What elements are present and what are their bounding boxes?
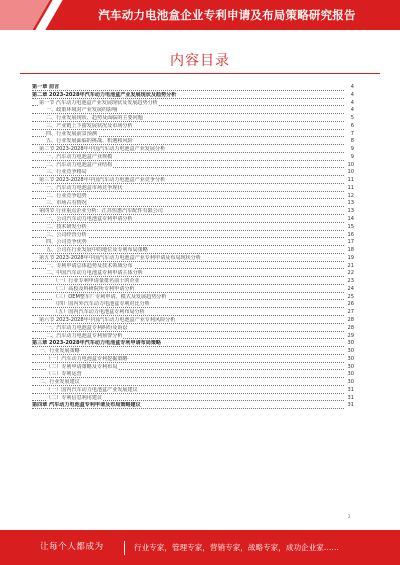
footer-slogan-right: 行业专家，管理专家，营销专家，战略专家，成功企业家…… (134, 543, 340, 552)
toc-entry[interactable] (32, 224, 354, 232)
toc-entry-title: 一、汽车动力电池盒产业规模 (46, 153, 113, 160)
toc-entry[interactable] (32, 348, 354, 356)
toc-entry-page: 11 (347, 184, 354, 191)
toc-entry-page: 13 (347, 208, 354, 215)
toc-entry-page: 8 (350, 138, 354, 145)
toc-entry-title: （二）专利申请策略及专利布局 (46, 363, 118, 370)
toc-entry-page: 4 (350, 99, 354, 106)
toc-entry-title: 第五节 2023-2028年中国汽车动力电池盒产业专利申请及布局现状分析 (39, 254, 201, 261)
toc-entry-page: 17 (347, 239, 354, 246)
toc-entry-page: 25 (347, 293, 354, 300)
toc-entry-title: 四、公司竞争优势 (46, 239, 87, 246)
toc-entry-title: （一）行业专利申请量排名前十的企业 (53, 278, 140, 285)
toc-entry[interactable] (32, 100, 354, 108)
toc-entry-title: 第六节 2023-2028年中国汽车动力电池盒产业专利风险分析 (39, 316, 176, 323)
toc-entry[interactable] (32, 301, 354, 309)
toc-entry-page: 13 (347, 200, 354, 207)
toc-entry[interactable] (32, 138, 354, 146)
toc-entry-page: 15 (347, 223, 354, 230)
toc-entry[interactable] (32, 387, 354, 395)
toc-entry-page: 6 (350, 122, 354, 129)
toc-entry-title: （三）OEM整车厂专利申请、模式及发展趋势分析 (53, 293, 167, 300)
toc-entry-title: 第四节 行业重点企业分析：江苏恒惠汽车配件有限公司 (39, 208, 163, 215)
toc-entry-page: 26 (347, 301, 354, 308)
toc-entry-title: 第二节 2023-2028年中国汽车动力电池盒产业发展分析 (39, 146, 166, 153)
toc-entry[interactable] (32, 193, 354, 201)
toc-entry-page: 4 (350, 107, 354, 114)
toc-entry[interactable] (32, 232, 354, 240)
toc-entry[interactable] (32, 239, 354, 247)
toc-entry[interactable] (32, 247, 354, 255)
toc-entry-page: 29 (347, 332, 354, 339)
toc-entry-page: 31 (347, 394, 354, 401)
header-banner (0, 0, 400, 30)
toc-entry[interactable] (32, 340, 354, 348)
toc-entry[interactable] (32, 395, 354, 403)
toc-entry-title: 第三节 2023-2028年中国汽车动力电池盒产业竞争分析 (39, 177, 166, 184)
toc-entry[interactable] (32, 255, 354, 263)
toc-entry-title: 第三章 2023-2028年汽车动力电池盒专利申请布局策略 (32, 340, 162, 347)
toc-title: 内容目录 (170, 53, 230, 69)
toc-entry-title: 一、汽车动力电池盒专利纠纷及诉讼 (46, 324, 128, 331)
toc-entry-page: 28 (347, 324, 354, 331)
toc-entry-title: 三、产业链上下游发展状况及市场分析 (46, 122, 133, 129)
toc-entry-page: 4 (350, 91, 354, 98)
toc-entry[interactable] (32, 371, 354, 379)
toc-entry[interactable] (32, 169, 354, 177)
toc-entry-title: （一）国内汽车动力电池盒产业发展建议 (46, 386, 138, 393)
toc-entry-page: 30 (347, 363, 354, 370)
toc-entry-page: 11 (347, 177, 354, 184)
toc-entry-title: 一、行业发展策略 (39, 348, 80, 355)
toc-entry[interactable] (32, 286, 354, 294)
toc-entry[interactable] (32, 270, 354, 278)
toc-entry-page: 27 (347, 309, 354, 316)
toc-entry[interactable] (32, 162, 354, 170)
page-number: 2 (348, 514, 351, 519)
toc-entry[interactable] (32, 115, 354, 123)
toc-entry-title: （二）专利信息利用建议 (46, 394, 103, 401)
toc-entry[interactable] (32, 177, 354, 185)
toc-entry-page: 16 (347, 231, 354, 238)
toc-entry-page: 22 (347, 270, 354, 277)
toc-entry-page: 10 (347, 161, 354, 168)
toc-entry[interactable] (32, 356, 354, 364)
toc-entry[interactable] (32, 208, 354, 216)
toc-title-divider (20, 73, 380, 74)
toc-entry[interactable] (32, 131, 354, 139)
footer-slogan-left: 让每个人都成为 (40, 542, 104, 552)
toc-entry-page: 7 (350, 130, 354, 137)
toc-entry[interactable] (32, 333, 354, 341)
toc-entry-page: 23 (347, 278, 354, 285)
footer-divider (124, 541, 125, 555)
table-of-contents (32, 84, 354, 410)
toc-entry-title: 五、公司在行业发展中的地位及专利布局策略 (46, 247, 148, 254)
toc-entry[interactable] (32, 317, 354, 325)
toc-entry-title: 四、行业发展前景预测 (46, 130, 97, 137)
toc-entry[interactable] (32, 216, 354, 224)
toc-entry-title: （三）专利运营 (46, 371, 82, 378)
toc-entry-title: （一）汽车动力电池盒专利挖掘策略 (46, 355, 128, 362)
toc-entry[interactable] (32, 278, 354, 286)
toc-entry-title: 二、行业竞争趋势 (46, 192, 87, 199)
toc-entry-title: 二、汽车动力电池盒专利预警分析 (46, 332, 123, 339)
toc-entry[interactable] (32, 200, 354, 208)
toc-entry-title: 三、行业竞争格局 (46, 169, 87, 176)
toc-entry-page: 24 (347, 285, 354, 292)
toc-entry-page: 14 (347, 216, 354, 223)
toc-entry-title: （四）国内外汽车动力电池盒专利对比分析 (53, 301, 150, 308)
toc-leader-dots (32, 84, 344, 91)
toc-entry-page: 30 (347, 371, 354, 378)
toc-entry[interactable] (32, 309, 354, 317)
toc-entry-title: 二、行业发展建议 (39, 379, 80, 386)
toc-entry[interactable] (32, 107, 354, 115)
toc-entry-page: 9 (350, 153, 354, 160)
toc-entry[interactable] (32, 84, 354, 92)
toc-entry-page: 10 (347, 169, 354, 176)
toc-entry[interactable] (32, 154, 354, 162)
toc-entry-title: 第一节 汽车动力电池盒产业发展现状及发展趋势分析 (39, 99, 158, 106)
toc-entry-title: 一、专利申请总体趋势及技术领域分布 (46, 262, 133, 269)
toc-entry-page: 18 (347, 247, 354, 254)
toc-entry[interactable] (32, 146, 354, 154)
toc-entry[interactable] (32, 185, 354, 193)
footer-banner (0, 530, 400, 565)
toc-entry-page: 12 (347, 192, 354, 199)
toc-entry-page: 30 (347, 379, 354, 386)
toc-entry[interactable] (32, 364, 354, 372)
toc-entry-title: 第二章 2023-2028年汽车动力电池盒产业发展现状及趋势分析 (32, 91, 177, 98)
toc-entry-page: 30 (347, 340, 354, 347)
toc-entry-title: 五、行业发展面临的挑战、机遇和风险 (46, 138, 133, 145)
toc-entry-page: 5 (350, 115, 354, 122)
toc-entry-title: （二）高校及科研院所专利申请分析 (53, 285, 135, 292)
toc-entry[interactable] (32, 325, 354, 333)
toc-entry-title: 三、市场占有情况 (46, 200, 87, 207)
toc-entry-page: 21 (347, 262, 354, 269)
toc-entry-title: 二、技术研发分析 (46, 223, 87, 230)
toc-entry[interactable] (32, 92, 354, 100)
toc-entry-page: 28 (347, 316, 354, 323)
toc-entry-page: 9 (350, 146, 354, 153)
toc-entry-title: 二、中国汽车动力电池盒专利申请主体分析 (46, 270, 143, 277)
toc-entry-page: 30 (347, 355, 354, 362)
toc-entry-title: 二、行业发展现状、趋势及面临的主要问题 (46, 115, 143, 122)
toc-entry-page: 31 (347, 402, 354, 409)
toc-entry-title: 一、公司汽车动力电池盒专利申请分析 (46, 216, 133, 223)
toc-entry[interactable] (32, 402, 354, 410)
toc-entry[interactable] (32, 123, 354, 131)
toc-entry[interactable] (32, 294, 354, 302)
toc-entry-title: 第一章 前言 (32, 84, 60, 90)
toc-entry-title: （五）国内汽车动力电池盒专利布局分析 (53, 309, 145, 316)
toc-entry[interactable] (32, 263, 354, 271)
toc-entry-title: 三、公司经营分析 (46, 231, 87, 238)
toc-entry-title: 一、汽车动力电池盒市场竞争现状 (46, 184, 123, 191)
toc-entry-page: 30 (347, 348, 354, 355)
report-title: 汽车动力电池盒企业专利申请及布局策略研究报告 (98, 8, 356, 22)
toc-entry-title: 第四章 汽车动力电池盒专利申请及布局策略建议 (32, 402, 141, 409)
toc-entry-page: 31 (347, 386, 354, 393)
toc-entry-title: 二、汽车动力电池盒产业结构 (46, 161, 113, 168)
toc-entry-page: 4 (350, 84, 354, 90)
toc-entry-page: 19 (347, 254, 354, 261)
toc-entry-title: 一、政策环境对产业发展的影响 (46, 107, 118, 114)
toc-entry[interactable] (32, 379, 354, 387)
